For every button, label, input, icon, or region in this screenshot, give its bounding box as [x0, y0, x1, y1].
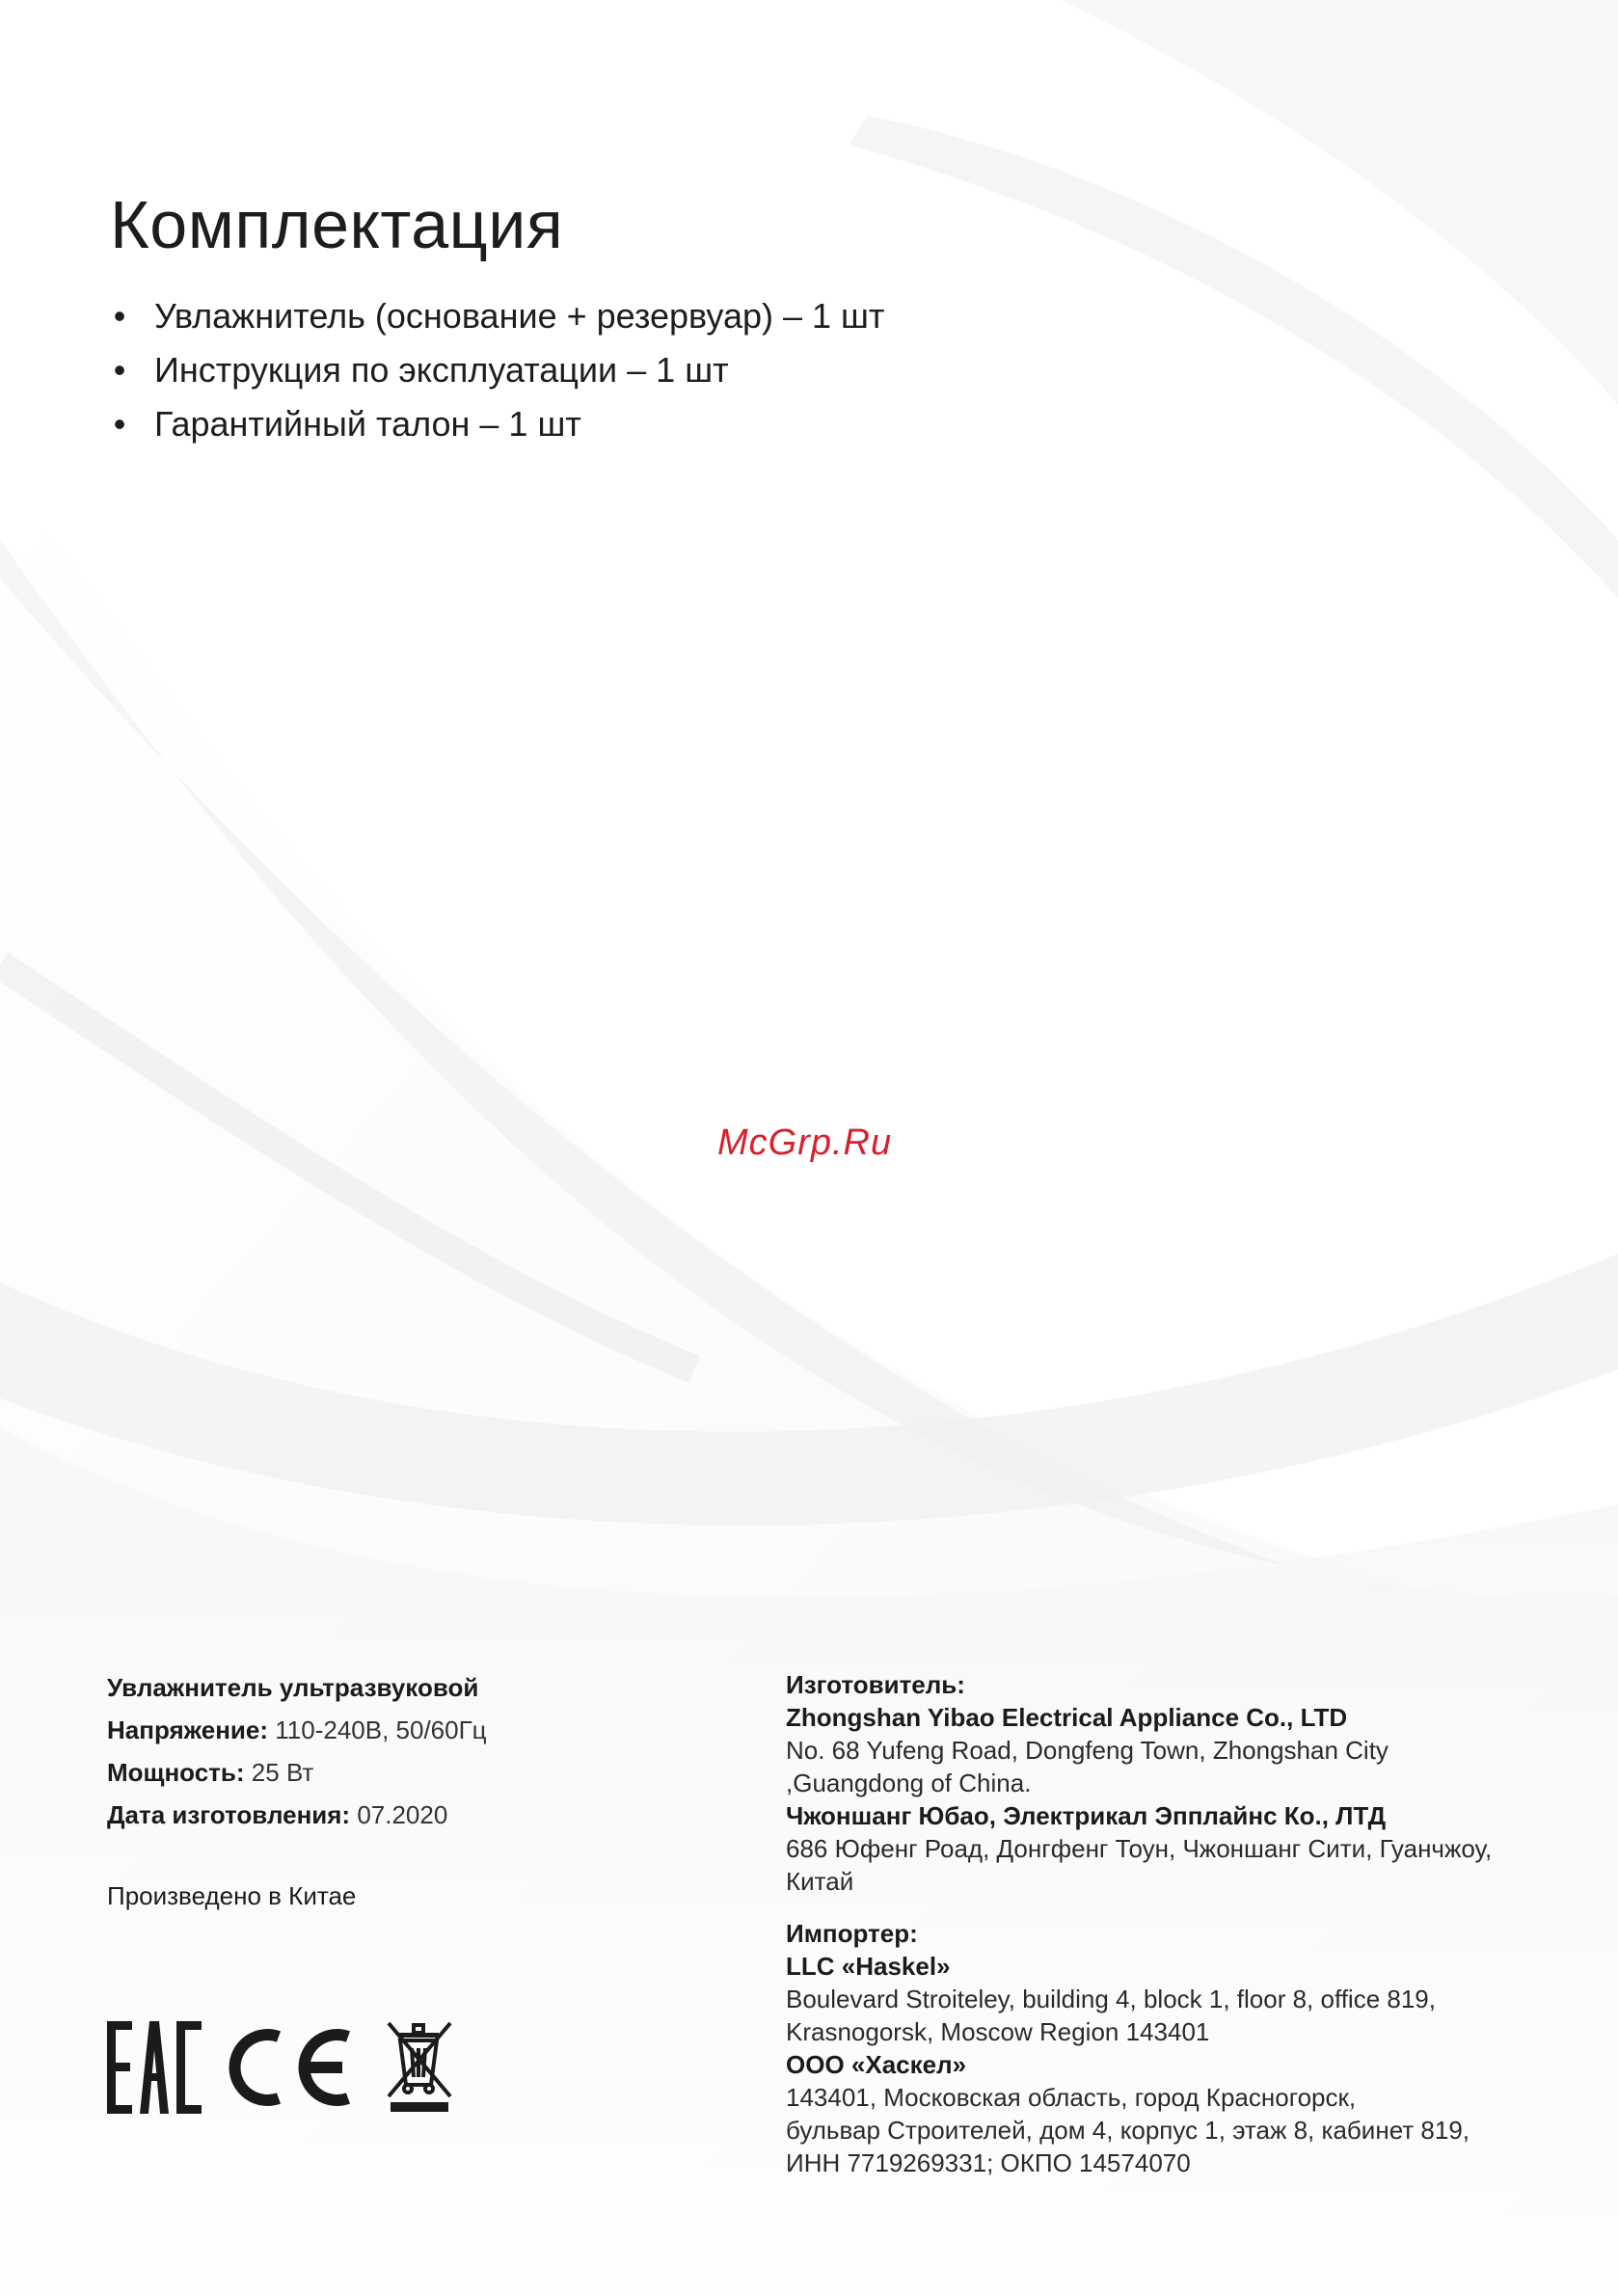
- importer-address-ru-3: ИНН 7719269331; ОКПО 14574070: [786, 2148, 1191, 2177]
- certification-marks: [107, 2021, 473, 2114]
- date-label: Дата изготовления:: [107, 1800, 351, 1829]
- watermark-link[interactable]: McGrp.Ru: [717, 1122, 893, 1163]
- list-item: [110, 397, 884, 451]
- importer-address-ru-2: бульвар Строителей, дом 4, корпус 1, этаж 8, кабинет 819,: [786, 2116, 1470, 2145]
- manufacturer-address-ru-2: Китай: [786, 1867, 854, 1896]
- power-value: 25 Вт: [251, 1758, 314, 1787]
- importer-address-en-2: Krasnogorsk, Moscow Region 143401: [786, 2017, 1210, 2046]
- voltage-row: [107, 1709, 724, 1751]
- page-title: Комплектация: [110, 187, 564, 262]
- bullet-icon: •: [113, 296, 126, 336]
- bullet-icon: •: [113, 350, 126, 390]
- manufacturer-address-en-1: No. 68 Yufeng Road, Dongfeng Town, Zhongshan City: [786, 1736, 1389, 1765]
- product-name: Увлажнитель ультразвуковой: [107, 1673, 479, 1702]
- list-item-text: Гарантийный талон – 1 шт: [154, 404, 581, 444]
- manufacturer-address-ru-1: 686 Юфенг Роад, Донгфенг Тоун, Чжоншанг Сити, Гуанчжоу,: [786, 1834, 1493, 1863]
- weee-bin-icon: [389, 2023, 450, 2112]
- importer-company-ru: ООО «Хаскел»: [786, 2050, 967, 2079]
- manufacturer-company-en: Zhongshan Yibao Electrical Appliance Co., LTD: [786, 1703, 1348, 1732]
- eac-icon: [107, 2021, 202, 2114]
- made-in: Произведено в Китае: [107, 1881, 357, 1910]
- manufacturer-company-ru: Чжоншанг Юбао, Электрикал Эпплайнс Ко., ЛТД: [786, 1801, 1387, 1830]
- date-row: [107, 1794, 724, 1836]
- date-value: 07.2020: [357, 1800, 448, 1829]
- list-item-text: Увлажнитель (основание + резервуар) – 1 шт: [154, 296, 885, 336]
- package-list: [110, 289, 884, 451]
- importer-company-en: LLC «Haskel»: [786, 1952, 951, 1981]
- spacer: [786, 1898, 1548, 1917]
- list-item-text: Инструкция по эксплуатации – 1 шт: [154, 350, 729, 390]
- voltage-value: 110-240В, 50/60Гц: [275, 1715, 487, 1744]
- list-item: [110, 289, 884, 343]
- importer-heading: Импортер:: [786, 1919, 918, 1948]
- list-item: [110, 343, 884, 397]
- importer-address-ru-1: 143401, Московская область, город Красногорск,: [786, 2083, 1357, 2112]
- manufacturer-address-en-2: ,Guangdong of China.: [786, 1769, 1032, 1797]
- power-label: Мощность:: [107, 1758, 245, 1787]
- power-row: [107, 1751, 724, 1794]
- importer-address-en-1: Boulevard Stroiteley, building 4, block 1, floor 8, office 819,: [786, 1985, 1436, 2013]
- bullet-icon: •: [113, 404, 126, 444]
- manufacturer-importer: [786, 1668, 1548, 2179]
- voltage-label: Напряжение:: [107, 1715, 269, 1744]
- ce-icon: [235, 2035, 348, 2100]
- product-specs: [107, 1666, 724, 1836]
- manufacturer-heading: Изготовитель:: [786, 1670, 965, 1699]
